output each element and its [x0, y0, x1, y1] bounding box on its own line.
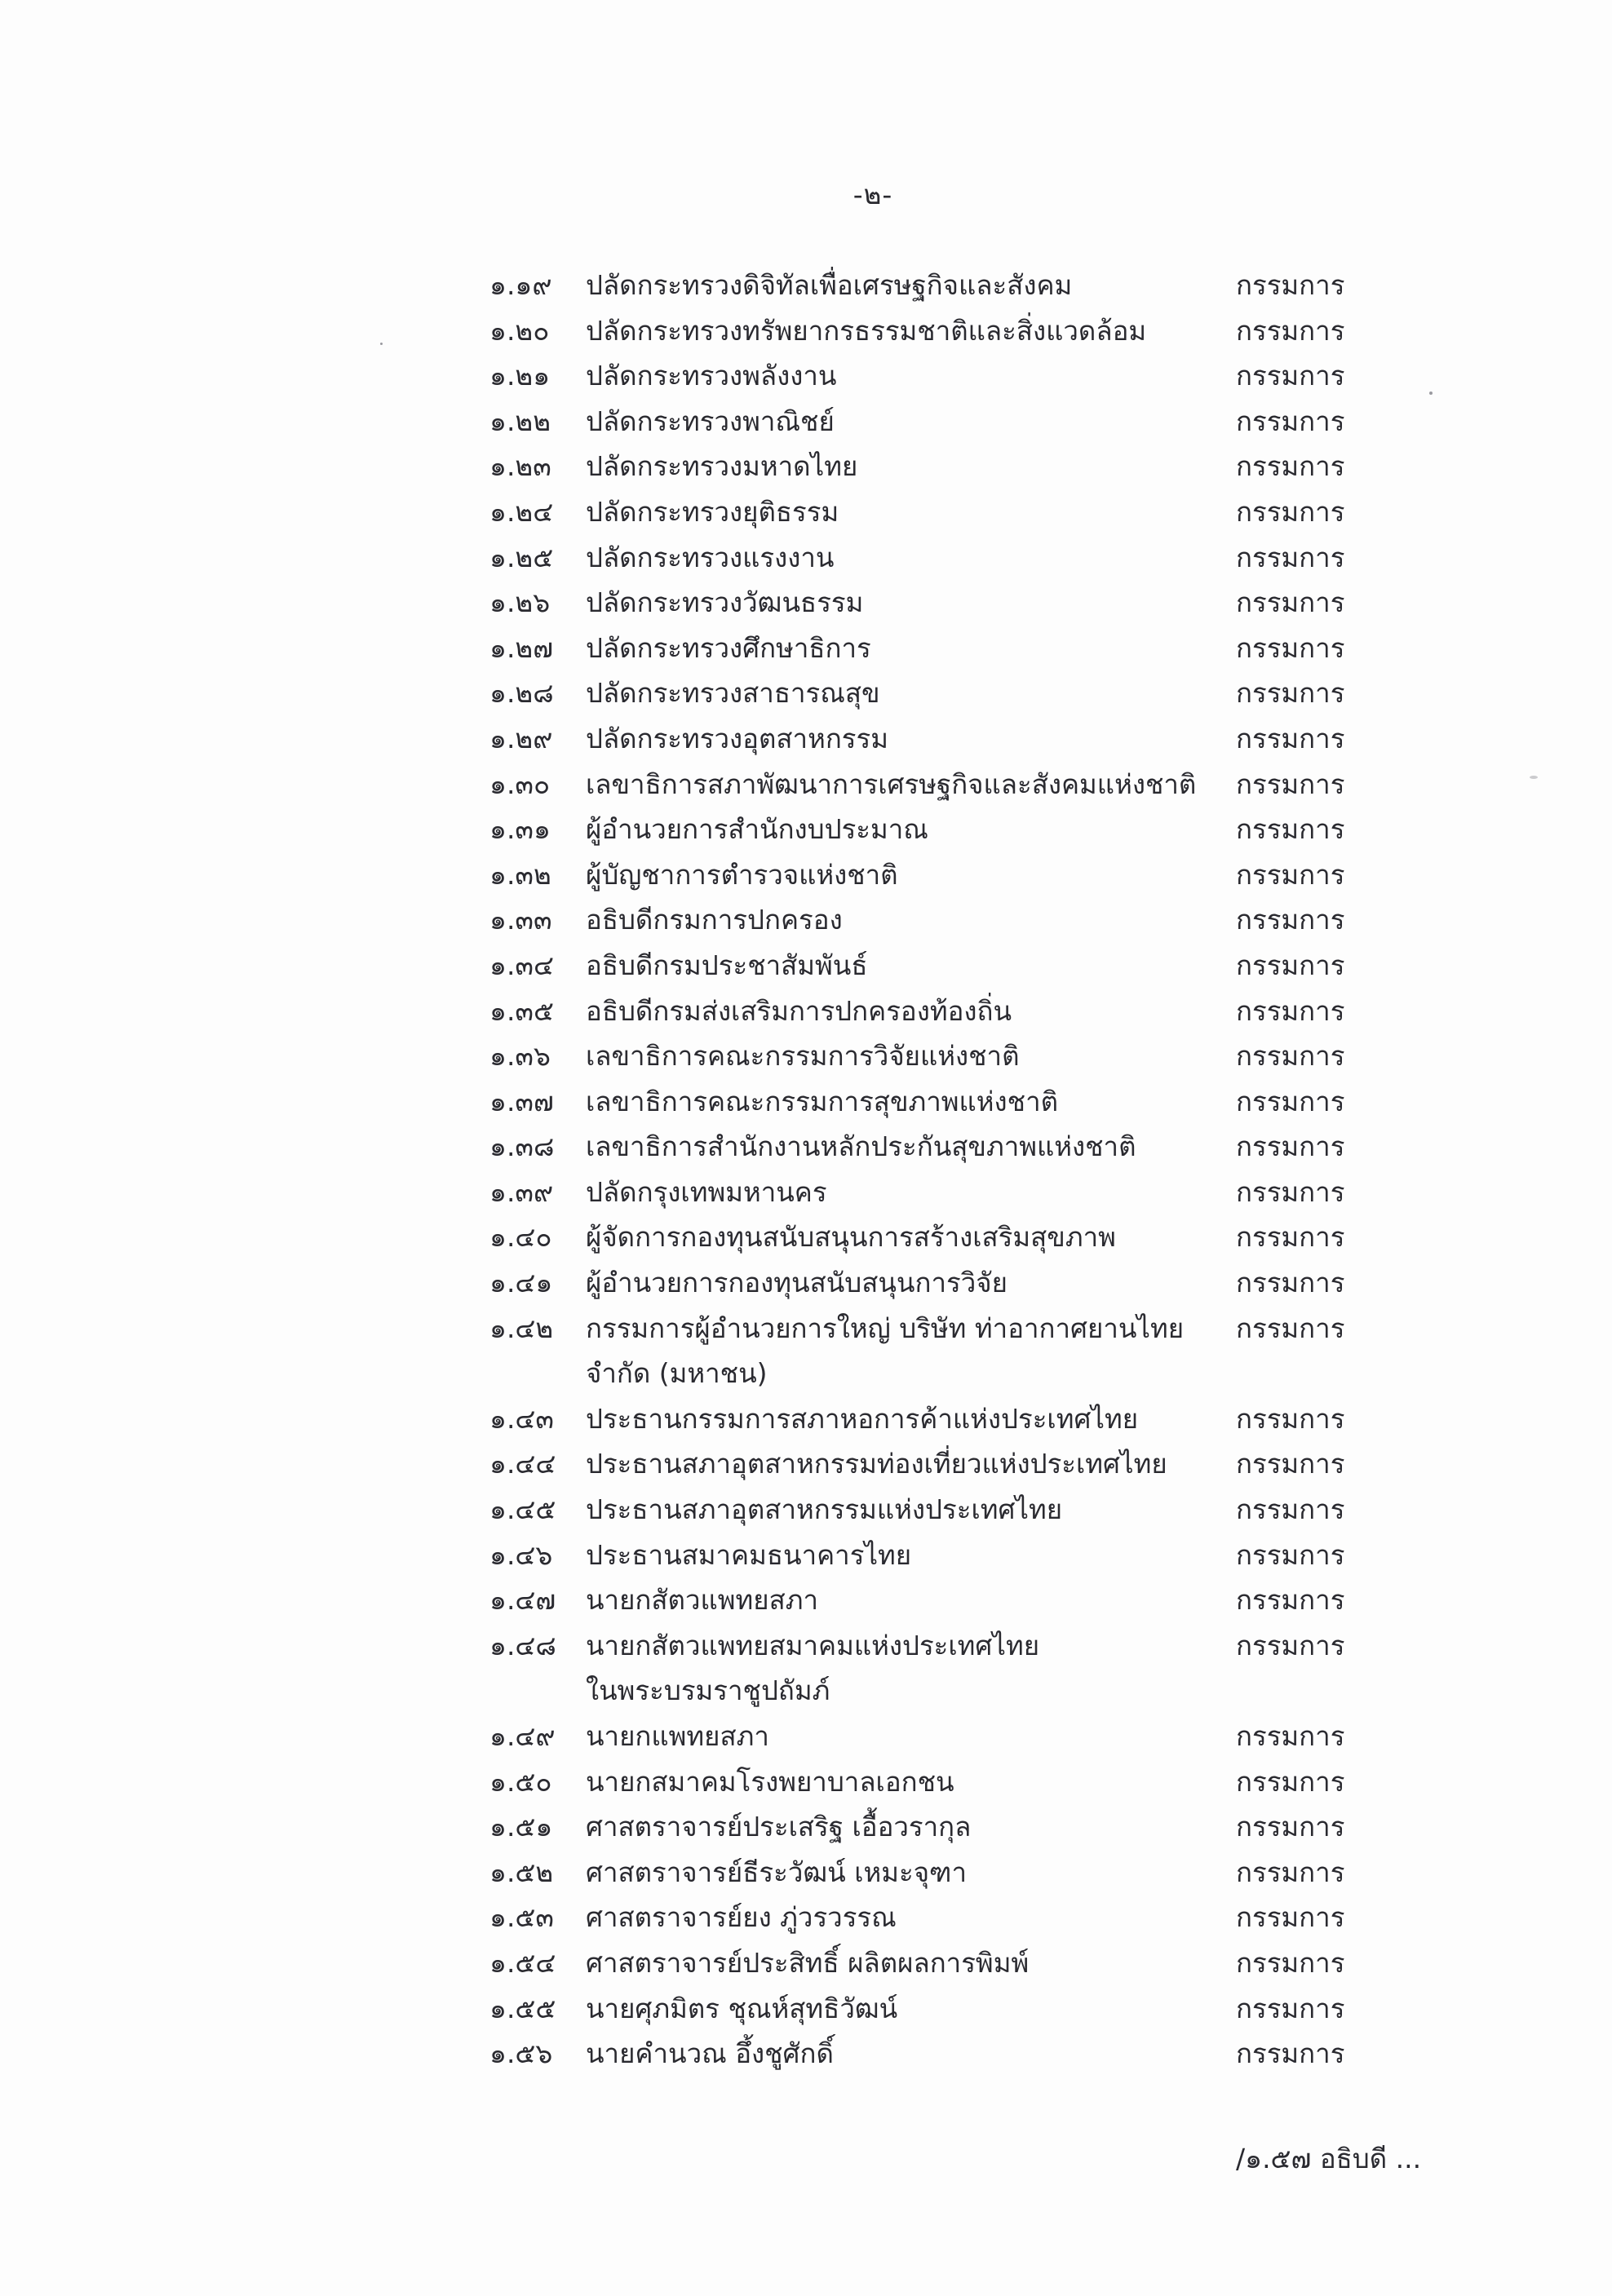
list-item	[489, 1441, 1387, 1487]
item-title-line: นายกสัตวแพทยสภา	[586, 1584, 819, 1617]
item-number: ๑.๒๘	[489, 677, 554, 710]
item-title	[586, 1804, 1222, 1850]
item-number: ๑.๔๗	[489, 1584, 556, 1617]
list-item	[489, 1170, 1387, 1215]
item-number: ๑.๒๓	[489, 450, 551, 483]
item-role: กรรมการ	[1236, 768, 1345, 800]
item-title	[586, 762, 1222, 807]
item-number: ๑.๔๕	[489, 1493, 556, 1526]
list-item	[489, 263, 1387, 308]
item-role: กรรมการ	[1236, 631, 1345, 664]
item-title-line: นายกสัตวแพทยสมาคมแห่งประเทศไทย	[586, 1629, 1040, 1661]
scan-speck	[1429, 392, 1433, 395]
item-title-line: เลขาธิการสภาพัฒนาการเศรษฐกิจและสังคมแห่งชาติ	[586, 768, 1197, 800]
list-item	[489, 626, 1387, 671]
item-title-line: เลขาธิการคณะกรรมการวิจัยแห่งชาติ	[586, 1040, 1020, 1073]
item-role: กรรมการ	[1236, 450, 1345, 483]
item-number: ๑.๕๕	[489, 1992, 556, 2024]
item-role: กรรมการ	[1236, 541, 1345, 573]
list-item	[489, 1623, 1387, 1714]
item-title	[586, 1850, 1222, 1896]
list-item	[489, 1487, 1387, 1533]
item-role: กรรมการ	[1236, 1946, 1345, 1979]
item-title	[586, 943, 1222, 989]
item-role: กรรมการ	[1236, 1175, 1345, 1208]
item-number: ๑.๔๓	[489, 1402, 554, 1435]
item-title	[586, 1577, 1222, 1623]
item-role: กรรมการ	[1236, 722, 1345, 754]
item-role: กรรมการ	[1236, 2037, 1345, 2070]
item-role: กรรมการ	[1236, 1402, 1345, 1435]
item-title-line: อธิบดีกรมประชาสัมพันธ์	[586, 949, 868, 981]
item-role: กรรมการ	[1236, 314, 1345, 347]
item-number: ๑.๕๔	[489, 1946, 556, 1979]
item-title	[586, 399, 1222, 445]
item-title-line: ปลัดกระทรวงศึกษาธิการ	[586, 631, 871, 664]
item-title	[586, 852, 1222, 898]
item-title	[586, 670, 1222, 716]
item-title	[586, 489, 1222, 535]
item-role: กรรมการ	[1236, 1538, 1345, 1571]
item-title-line: อธิบดีกรมการปกครอง	[586, 904, 843, 936]
item-role: กรรมการ	[1236, 1493, 1345, 1526]
list-item	[489, 308, 1387, 354]
item-number: ๑.๔๒	[489, 1312, 554, 1344]
item-title-line: ศาสตราจารย์ยง ภู่วรวรรณ	[586, 1901, 897, 1934]
item-title-line: อธิบดีกรมส่งเสริมการปกครองท้องถิ่น	[586, 994, 1012, 1027]
list-item	[489, 399, 1387, 445]
item-number: ๑.๓๐	[489, 768, 551, 800]
list-item	[489, 1260, 1387, 1306]
list-item	[489, 1214, 1387, 1260]
item-number: ๑.๒๑	[489, 360, 551, 392]
item-number: ๑.๓๖	[489, 1040, 551, 1073]
item-number: ๑.๓๗	[489, 1085, 554, 1117]
item-title	[586, 1396, 1222, 1442]
item-title-line: ปลัดกระทรวงทรัพยากรธรรมชาติและสิ่งแวดล้อม	[586, 314, 1147, 347]
item-role: กรรมการ	[1236, 1856, 1345, 1888]
item-title-line: ปลัดกระทรวงดิจิทัลเพื่อเศรษฐกิจและสังคม	[586, 269, 1073, 301]
list-item	[489, 1804, 1387, 1850]
list-item	[489, 897, 1387, 943]
item-title-line: นายกแพทยสภา	[586, 1720, 769, 1752]
item-title	[586, 1260, 1222, 1306]
item-title-line: ในพระบรมราชูปถัมภ์	[586, 1674, 830, 1707]
page-number: -๒-	[852, 179, 893, 210]
item-number: ๑.๓๔	[489, 949, 554, 981]
item-title	[586, 1986, 1222, 2032]
item-title	[586, 1895, 1222, 1940]
item-title	[586, 807, 1222, 852]
item-title-line: ศาสตราจารย์ประเสริฐ เอื้อวรากุล	[586, 1811, 972, 1843]
list-item	[489, 2031, 1387, 2077]
item-title-line: เลขาธิการสำนักงานหลักประกันสุขภาพแห่งชาติ	[586, 1130, 1136, 1163]
item-number: ๑.๒๖	[489, 586, 551, 619]
item-number: ๑.๕๐	[489, 1765, 552, 1798]
list-item	[489, 489, 1387, 535]
item-title	[586, 263, 1222, 308]
item-number: ๑.๓๓	[489, 904, 552, 936]
continuation-note: /๑.๕๗ อธิบดี ...	[1236, 2143, 1422, 2174]
item-role: กรรมการ	[1236, 677, 1345, 710]
item-title-line: นายคำนวณ อึ้งชูศักดิ์	[586, 2037, 834, 2070]
item-role: กรรมการ	[1236, 405, 1345, 437]
list-item	[489, 353, 1387, 399]
item-title	[586, 1487, 1222, 1533]
item-number: ๑.๔๘	[489, 1629, 556, 1661]
item-role: กรรมการ	[1236, 1040, 1345, 1073]
list-item	[489, 1940, 1387, 1986]
list-item	[489, 989, 1387, 1034]
item-title-line: ปลัดกระทรวงยุติธรรม	[586, 495, 839, 528]
item-title-line: กรรมการผู้อำนวยการใหญ่ บริษัท ท่าอากาศยานไทย	[586, 1312, 1185, 1344]
item-title-line: เลขาธิการคณะกรรมการสุขภาพแห่งชาติ	[586, 1085, 1059, 1117]
item-title-line: ผู้อำนวยการกองทุนสนับสนุนการวิจัย	[586, 1267, 1008, 1299]
list-item	[489, 1895, 1387, 1940]
item-title-line: ปลัดกระทรวงวัฒนธรรม	[586, 586, 864, 619]
item-title	[586, 626, 1222, 671]
list-item	[489, 1124, 1387, 1170]
item-role: กรรมการ	[1236, 994, 1345, 1027]
list-item	[489, 852, 1387, 898]
item-title	[586, 1714, 1222, 1759]
item-title-line: ศาสตราจารย์ธีระวัฒน์ เหมะจุฑา	[586, 1856, 967, 1888]
item-title-line: จำกัด (มหาชน)	[586, 1357, 768, 1390]
item-number: ๑.๒๙	[489, 722, 553, 754]
item-role: กรรมการ	[1236, 1629, 1345, 1661]
item-role: กรรมการ	[1236, 269, 1345, 301]
item-title-line: ประธานสภาอุตสาหกรรมแห่งประเทศไทย	[586, 1493, 1063, 1526]
item-title	[586, 1533, 1222, 1578]
item-role: กรรมการ	[1236, 1901, 1345, 1934]
item-title-line: ผู้อำนวยการสำนักงบประมาณ	[586, 813, 928, 846]
item-title	[586, 1033, 1222, 1079]
list-item	[489, 716, 1387, 762]
item-role: กรรมการ	[1236, 1448, 1345, 1480]
item-role: กรรมการ	[1236, 813, 1345, 846]
item-title	[586, 989, 1222, 1034]
item-title-line: นายศุภมิตร ชุณห์สุทธิวัฒน์	[586, 1992, 898, 2024]
item-title	[586, 1306, 1222, 1396]
item-title-line: ประธานสภาอุตสาหกรรมท่องเที่ยวแห่งประเทศไทย	[586, 1448, 1167, 1480]
scan-speck	[380, 343, 383, 345]
item-number: ๑.๓๕	[489, 994, 554, 1027]
item-title-line: ปลัดกระทรวงพลังงาน	[586, 360, 837, 392]
item-number: ๑.๕๒	[489, 1856, 554, 1888]
item-title-line: ศาสตราจารย์ประสิทธิ์ ผลิตผลการพิมพ์	[586, 1946, 1030, 1979]
scan-speck	[1530, 776, 1538, 779]
item-title	[586, 1214, 1222, 1260]
item-number: ๑.๕๓	[489, 1901, 554, 1934]
item-title-line: นายกสมาคมโรงพยาบาลเอกชน	[586, 1765, 954, 1798]
item-title-line: ปลัดกระทรวงมหาดไทย	[586, 450, 858, 483]
item-title	[586, 308, 1222, 354]
item-role: กรรมการ	[1236, 586, 1345, 619]
item-number: ๑.๒๔	[489, 495, 554, 528]
item-number: ๑.๔๙	[489, 1720, 556, 1752]
item-title	[586, 1124, 1222, 1170]
item-title-line: ผู้บัญชาการตำรวจแห่งชาติ	[586, 858, 898, 891]
item-role: กรรมการ	[1236, 904, 1345, 936]
committee-member-list	[489, 263, 1387, 2077]
item-title	[586, 1079, 1222, 1125]
item-number: ๑.๑๙	[489, 269, 552, 301]
item-number: ๑.๓๙	[489, 1175, 554, 1208]
item-role: กรรมการ	[1236, 1130, 1345, 1163]
item-title	[586, 1759, 1222, 1805]
list-item	[489, 807, 1387, 852]
item-role: กรรมการ	[1236, 1085, 1345, 1117]
item-title-line: ปลัดกระทรวงสาธารณสุข	[586, 677, 880, 710]
item-title	[586, 2031, 1222, 2077]
item-title-line: ปลัดกระทรวงอุตสาหกรรม	[586, 722, 889, 754]
list-item	[489, 1714, 1387, 1759]
item-title	[586, 1441, 1222, 1487]
list-item	[489, 1533, 1387, 1578]
item-number: ๑.๒๐	[489, 314, 550, 347]
item-role: กรรมการ	[1236, 858, 1345, 891]
item-title-line: ปลัดกระทรวงแรงงาน	[586, 541, 835, 573]
item-title	[586, 353, 1222, 399]
list-item	[489, 1079, 1387, 1125]
item-number: ๑.๓๑	[489, 813, 551, 846]
list-item	[489, 1033, 1387, 1079]
item-number: ๑.๕๖	[489, 2037, 553, 2070]
item-number: ๑.๔๖	[489, 1538, 553, 1571]
list-item	[489, 1306, 1387, 1396]
item-number: ๑.๔๐	[489, 1221, 552, 1254]
list-item	[489, 1396, 1387, 1442]
item-title-line: ประธานสมาคมธนาคารไทย	[586, 1538, 912, 1571]
item-title	[586, 1623, 1222, 1714]
list-item	[489, 1759, 1387, 1805]
item-number: ๑.๓๒	[489, 858, 551, 891]
item-role: กรรมการ	[1236, 1221, 1345, 1254]
item-title-line: ผู้จัดการกองทุนสนับสนุนการสร้างเสริมสุขภาพ	[586, 1221, 1116, 1254]
item-number: ๑.๒๕	[489, 541, 554, 573]
item-role: กรรมการ	[1236, 495, 1345, 528]
item-role: กรรมการ	[1236, 1267, 1345, 1299]
item-role: กรรมการ	[1236, 1720, 1345, 1752]
item-title	[586, 444, 1222, 489]
item-title-line: ประธานกรรมการสภาหอการค้าแห่งประเทศไทย	[586, 1402, 1139, 1435]
item-role: กรรมการ	[1236, 1811, 1345, 1843]
item-role: กรรมการ	[1236, 1765, 1345, 1798]
list-item	[489, 1986, 1387, 2032]
item-role: กรรมการ	[1236, 1992, 1345, 2024]
item-number: ๑.๓๘	[489, 1130, 555, 1163]
item-title	[586, 1170, 1222, 1215]
item-role: กรรมการ	[1236, 1584, 1345, 1617]
item-title	[586, 897, 1222, 943]
item-role: กรรมการ	[1236, 1312, 1345, 1344]
item-title	[586, 535, 1222, 581]
item-title-line: ปลัดกรุงเทพมหานคร	[586, 1175, 827, 1208]
list-item	[489, 580, 1387, 626]
item-number: ๑.๔๔	[489, 1448, 556, 1480]
list-item	[489, 670, 1387, 716]
list-item	[489, 535, 1387, 581]
list-item	[489, 762, 1387, 807]
item-number: ๑.๕๑	[489, 1811, 553, 1843]
item-title	[586, 580, 1222, 626]
item-number: ๑.๒๗	[489, 631, 554, 664]
item-number: ๑.๒๒	[489, 405, 551, 437]
list-item	[489, 943, 1387, 989]
item-title	[586, 1940, 1222, 1986]
item-number: ๑.๔๑	[489, 1267, 553, 1299]
item-title	[586, 716, 1222, 762]
item-role: กรรมการ	[1236, 949, 1345, 981]
list-item	[489, 1577, 1387, 1623]
item-title-line: ปลัดกระทรวงพาณิชย์	[586, 405, 835, 437]
item-role: กรรมการ	[1236, 360, 1345, 392]
list-item	[489, 1850, 1387, 1896]
list-item	[489, 444, 1387, 489]
